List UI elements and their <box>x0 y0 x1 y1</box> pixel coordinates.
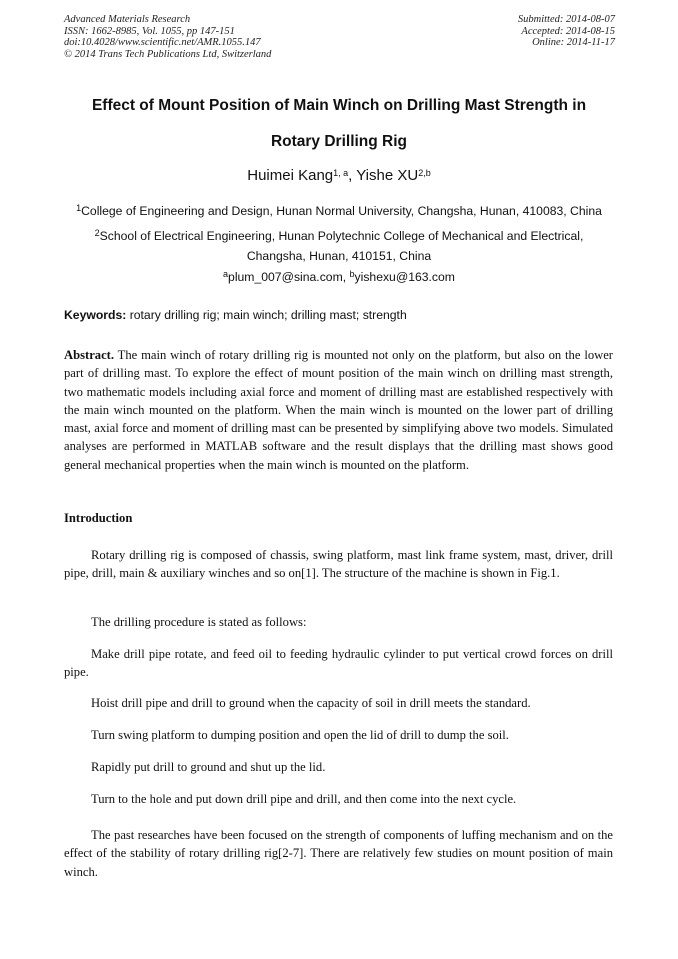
author-1-affiliation-mark: 1, a <box>333 168 349 178</box>
author-2-affiliation-mark: 2,b <box>418 168 431 178</box>
journal-doi: doi:10.4028/www.scientific.net/AMR.1055.147 <box>64 37 261 48</box>
paper-title <box>40 88 638 160</box>
submitted-date: Submitted: 2014-08-07 <box>517 14 615 25</box>
keywords <box>64 306 614 324</box>
email-a: plum_007@sina.com, <box>228 270 350 284</box>
journal-name: Advanced Materials Research <box>64 14 191 25</box>
affiliation-2 <box>40 226 638 266</box>
email-b: yishexu@163.com <box>354 270 455 284</box>
keywords-text: rotary drilling rig; main winch; drilling mast; strength <box>126 308 407 322</box>
title-line-2: Rotary Drilling Rig <box>270 133 408 150</box>
author-line <box>0 165 678 187</box>
affiliation-2-text: School of Electrical Engineering, Hunan Polytechnic College of Mechanical and Electrical, <box>99 229 584 243</box>
author-separator: , <box>348 167 357 184</box>
abstract <box>64 346 613 474</box>
abstract-text: The main winch of rotary drilling rig is mounted not only on the platform, but also on the lower part of drilling mast. To explore the effect of mount position of the main winch on drilling mast strength, two mathematic models including axial force and moment of drilling mast are established respectively with the main winch mounted on the platform. When the main winch is mounted on the lower part of drilling mast, axial force and moment of drilling mast can be presented by simplifying above two models. Simulated analyses are performed in MATLAB software and the result displays that the drilling mast shows good general mechanical properties when the main winch is mounted on the platform. <box>64 348 613 472</box>
intro-paragraph-1: Rotary drilling rig is composed of chassis, swing platform, mast link frame system, mast, driver, drill pipe, drill, main & auxiliary winches and so on[1]. The structure of the machine is shown in Fig.1. <box>64 548 613 581</box>
affiliation-2-mark: 2 <box>94 228 100 238</box>
abstract-label: Abstract. <box>64 348 115 362</box>
affiliation-1-mark: 1 <box>76 203 82 213</box>
email-b-mark: b <box>349 269 355 279</box>
journal-copyright: © 2014 Trans Tech Publications Ltd, Switzerland <box>64 48 272 60</box>
intro-paragraph-7: Turn to the hole and put down drill pipe and drill, and then come into the next cycle. <box>91 792 517 806</box>
intro-paragraph-4: Hoist drill pipe and drill to ground when the capacity of soil in drill meets the standard. <box>91 696 531 710</box>
keywords-label: Keywords: <box>64 308 127 322</box>
intro-paragraph-5: Turn swing platform to dumping position and open the lid of drill to dump the soil. <box>91 728 509 742</box>
intro-paragraph-6: Rapidly put drill to ground and shut up the lid. <box>91 760 326 774</box>
online-date: Online: 2014-11-17 <box>532 37 615 48</box>
author-emails <box>0 267 678 287</box>
affiliation-1 <box>40 201 638 221</box>
author-2-name: Yishe XU <box>356 167 419 184</box>
journal-header-right <box>518 14 615 49</box>
accepted-date: Accepted: 2014-08-15 <box>521 25 615 37</box>
affiliation-1-text: College of Engineering and Design, Hunan Normal University, Changsha, Hunan, 410083, China <box>81 204 602 218</box>
section-heading-introduction: Introduction <box>64 511 133 525</box>
author-1-name: Huimei Kang <box>247 167 334 184</box>
affiliation-2-text-line-2: Changsha, Hunan, 410151, China <box>246 249 432 263</box>
email-a-mark: a <box>223 269 229 279</box>
intro-paragraph-2: The drilling procedure is stated as follows: <box>91 615 307 629</box>
title-line-1: Effect of Mount Position of Main Winch on Drilling Mast Strength in <box>91 97 587 114</box>
intro-paragraph-3: Make drill pipe rotate, and feed oil to feeding hydraulic cylinder to put vertical crowd forces on drill pipe. <box>64 647 613 680</box>
journal-header-left <box>64 14 271 60</box>
journal-issn: ISSN: 1662-8985, Vol. 1055, pp 147-151 <box>64 25 235 37</box>
intro-paragraph-8: The past researches have been focused on the strength of components of luffing mechanism and on the effect of the stability of rotary drilling rig[2-7]. There are relatively few studies on mount position of main winch. <box>64 828 613 879</box>
